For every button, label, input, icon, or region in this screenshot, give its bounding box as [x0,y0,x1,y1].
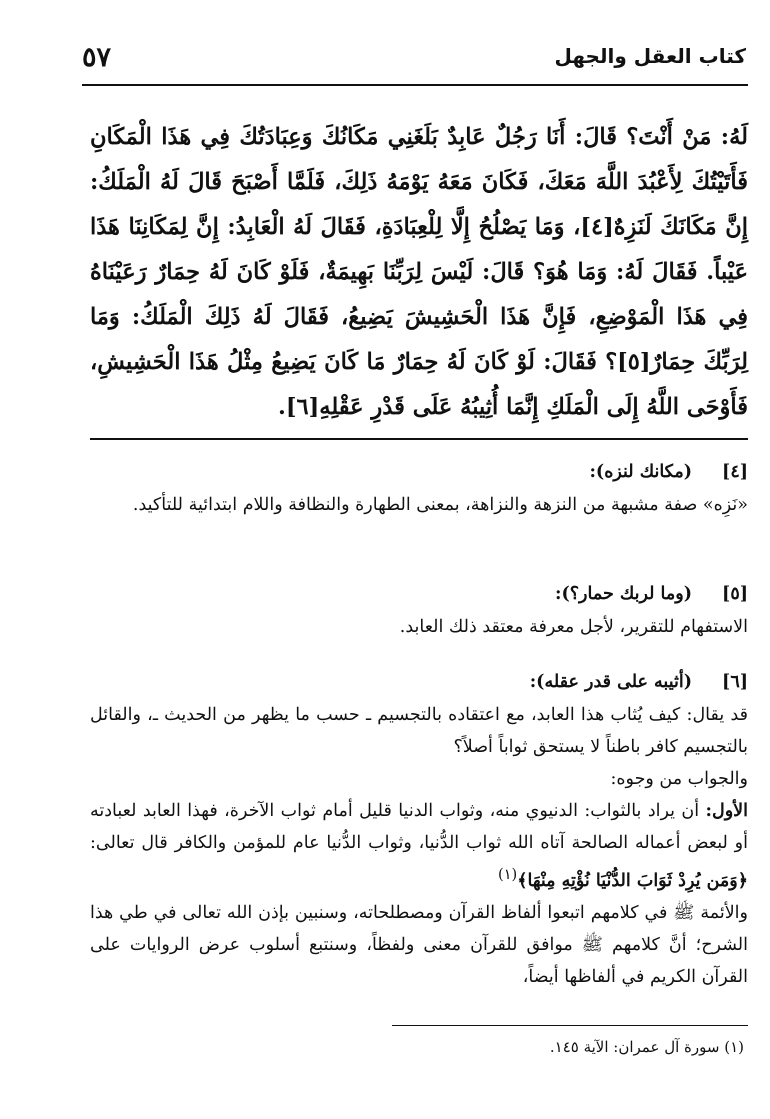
page-number: ٥٧ [82,42,112,73]
note-body: الاستفهام للتقرير، لأجل معرفة معتقد ذلك العابد. [399,617,748,637]
point-label: الأول: [705,801,748,821]
quran-verse: ﴿وَمَن يُرِدْ ثَوَابَ الدُّنْيَا نُؤْتِهِ مِنْهَا﴾ [517,870,748,891]
note-body [90,699,748,993]
note-heading [90,665,748,699]
running-title: كتاب العقل والجهل [554,44,746,68]
hadith-text: لَهُ: مَنْ أَنْتَ؟ قَالَ: أَنَا رَجُلٌ عَابِدٌ بَلَغَنِي مَكَانُكَ وَعِبَادَتُكَ فِي هَذَا الْمَكَانِ فَأَتَيْتُكَ لِأَعْبُدَ اللَّهَ مَعَكَ، فَكَانَ مَعَهُ يَوْمَهُ ذَلِكَ، فَلَمَّا أَصْبَحَ قَالَ لَهُ الْمَلَكُ: إِنَّ مَكَانَكَ لَنَزِهٌ[٤]، وَمَا يَصْلُحُ إِلَّا لِلْعِبَادَةِ، فَقَالَ لَهُ الْعَابِدُ: إِنَّ لِمَكَانِنَا هَذَا عَيْباً. فَقَالَ لَهُ: وَمَا هُوَ؟ قَالَ: لَيْسَ لِرَبِّنَا بَهِيمَةٌ، فَلَوْ كَانَ لَهُ حِمَارٌ رَعَيْنَاهُ فِي هَذَا الْمَوْضِعِ، فَإِنَّ هَذَا الْحَشِيشَ يَضِيعُ، فَقَالَ لَهُ ذَلِكَ الْمَلَكُ: وَمَا لِرَبِّكَ حِمَارٌ[٥]؟ فَقَالَ: لَوْ كَانَ لَهُ حِمَارٌ مَا كَانَ يَضِيعُ مِثْلُ هَذَا الْحَشِيشِ، فَأَوْحَى اللَّهُ إِلَى الْمَلَكِ إِنَّمَا أُثِيبُهُ عَلَى قَدْرِ عَقْلِهِ[٦]. [90,124,748,420]
note-body: «نَزِه» صفة مشبهة من النزهة والنزاهة، بمعنى الطهارة والنظافة واللام ابتدائية للتأكيد. [132,495,748,515]
note-title: (وما لربك حمار؟): [555,584,692,604]
note-heading [90,455,748,489]
note-number: [٤] [722,462,748,482]
note-4 [90,455,748,521]
page-header [82,40,748,82]
commentary-separator [90,438,748,440]
note-paragraph: والأئمة ﷺ في كلامهم اتبعوا ألفاظ القرآن ومصطلحاته، وسنبين بإذن الله تعالى في طي هذا الشرح؛ أنَّ كلامهم ﷺ موافق للقرآن معنى ولفظاً، وسنتبع أسلوب عرض الروايات على القرآن الكريم في ألفاظها أيضاً، [90,902,748,987]
note-paragraph [90,795,748,897]
note-6 [90,665,748,993]
note-heading [90,577,748,611]
note-title: (أثيبه على قدر عقله): [529,672,692,692]
note-number: [٥] [722,584,748,604]
point-text: أن يراد بالثواب: الدنيوي منه، وثواب الدنيا قليل أمام ثواب الآخرة، فهذا العابد لعبادته أو لبعض أعماله الصالحة آتاه الله ثواب الدُّنيا، وثواب الدُّنيا عام للمؤمن والكافر قال تعالى: [90,801,748,853]
footnote-rule [392,1025,748,1026]
note-paragraph: قد يقال: كيف يُثاب هذا العابد، مع اعتقاده بالتجسيم ـ حسب ما يظهر من الحديث ـ، والقائل بالتجسيم كافر باطناً لا يستحق ثواباً أصلاً؟ [90,705,748,757]
note-title: (مكانك لنزه): [589,462,692,482]
footnote: (١) سورة آل عمران: الآية ١٤٥. [549,1038,744,1056]
note-5 [90,577,748,643]
header-rule [82,84,748,86]
footnote-ref: (١) [498,866,518,883]
note-paragraph: والجواب من وجوه: [610,769,748,789]
note-number: [٦] [722,672,748,692]
